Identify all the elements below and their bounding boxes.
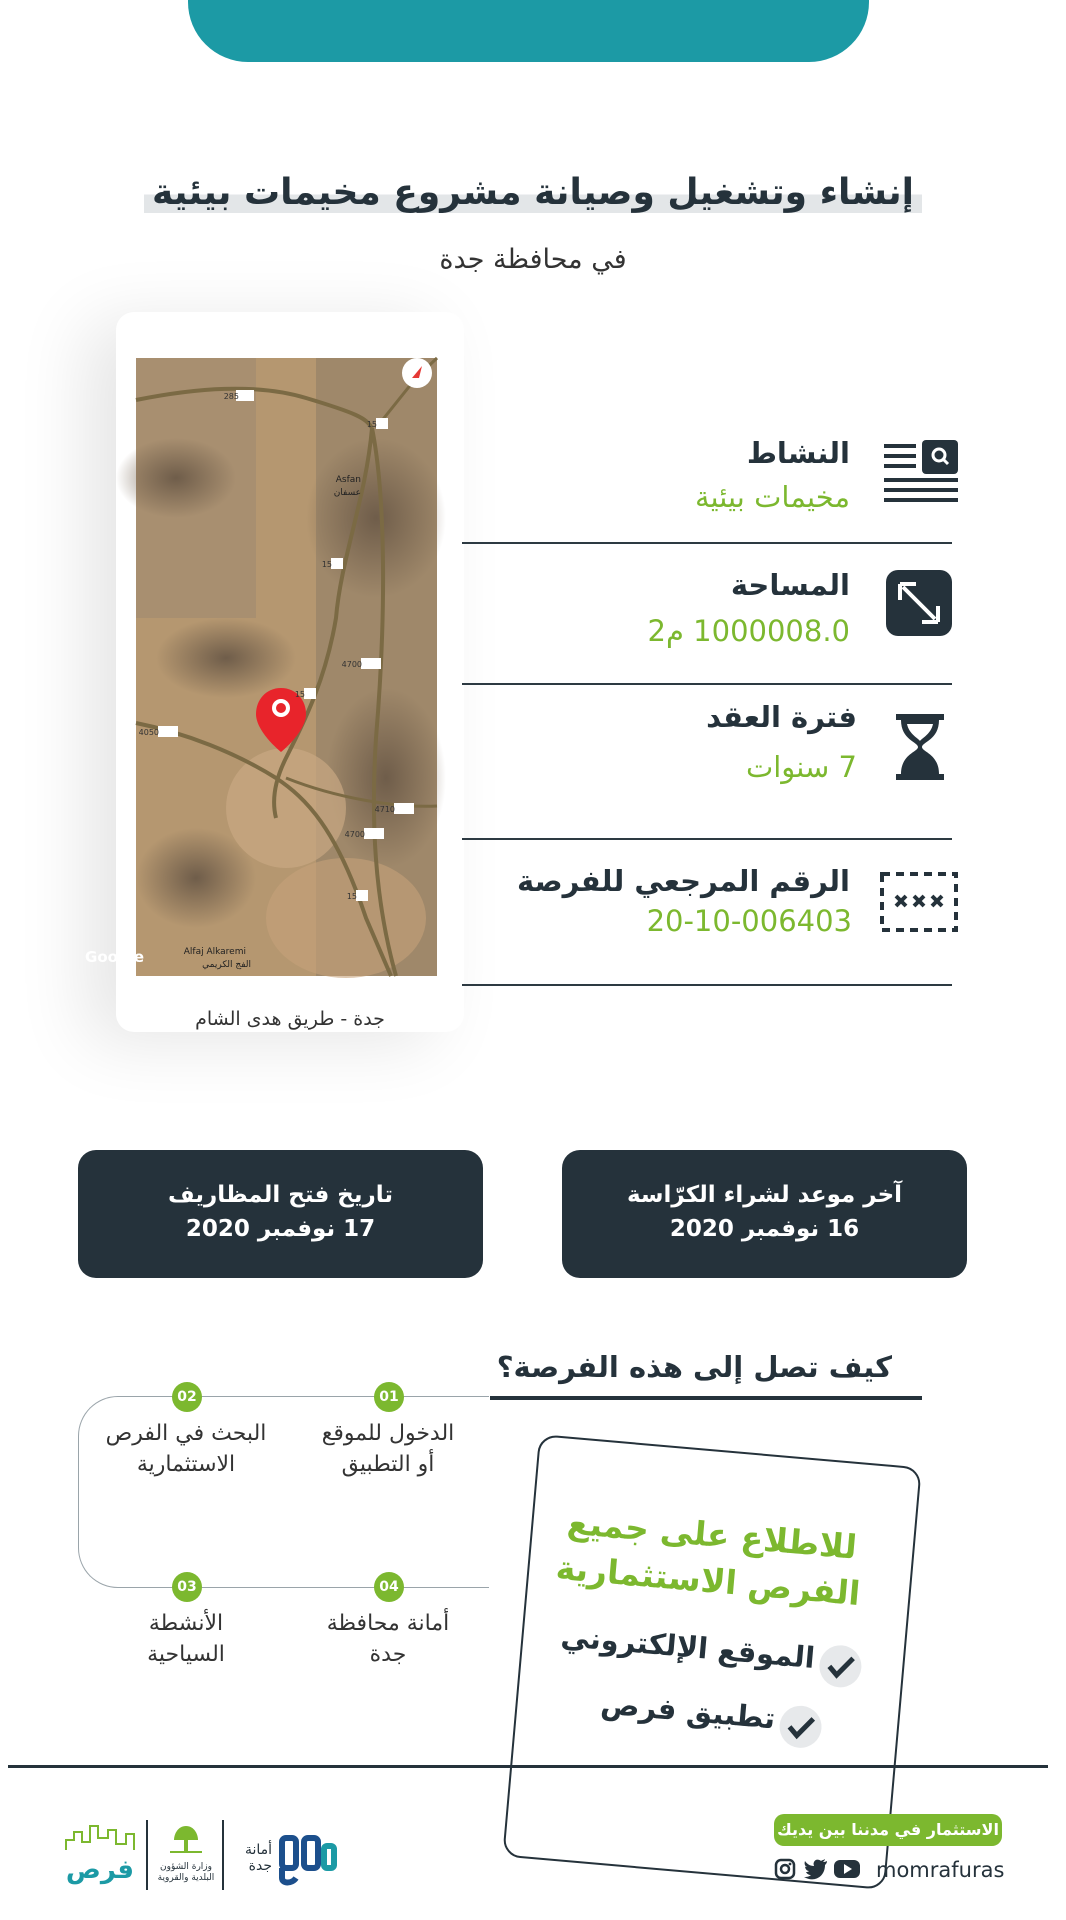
- step-badge-03: 03: [172, 1572, 202, 1602]
- road-label: 15: [366, 420, 377, 429]
- jeddah-amana-logo: [240, 1832, 340, 1888]
- step-04-line2: جدة: [369, 1642, 407, 1667]
- road-label: 285: [223, 392, 239, 401]
- area-label: المساحة: [730, 568, 850, 602]
- amana-text: [245, 1842, 272, 1874]
- how-title-underline: [490, 1396, 922, 1400]
- road-label: 15: [321, 560, 332, 569]
- location-map[interactable]: [85, 358, 437, 976]
- youtube-icon[interactable]: [834, 1858, 860, 1884]
- hourglass-icon: [896, 714, 944, 784]
- amana-city: جدة: [248, 1858, 272, 1874]
- road-label: 4710: [374, 805, 395, 814]
- road-label: 15: [294, 690, 305, 699]
- page-title: إنشاء وتشغيل وصيانة مشروع مخيمات بيئية: [130, 168, 936, 218]
- step-badge-02: 02: [172, 1382, 202, 1412]
- ministry-line1: وزارة الشؤون: [160, 1862, 212, 1872]
- divider: [462, 542, 952, 544]
- reference-icon: [880, 872, 958, 936]
- place-label: عسفان: [333, 488, 361, 498]
- how-title: كيف تصل إلى هذه الفرصة؟: [496, 1350, 892, 1384]
- area-value: 1000008.0 م2: [647, 614, 850, 648]
- activity-value: مخيمات بيئية: [695, 480, 850, 514]
- road-label: 4050: [138, 728, 159, 737]
- step-03-line1: الأنشطة: [148, 1611, 224, 1636]
- purchase-deadline-label: آخر موعد لشراء الكرّاسة: [626, 1182, 903, 1208]
- top-banner: [188, 0, 869, 62]
- check-icon: [778, 1704, 824, 1750]
- step-02-line1: البحث في الفرص: [105, 1421, 267, 1446]
- promo-title-line2: الفرص الاستثمارية: [554, 1547, 862, 1614]
- divider: [462, 683, 952, 685]
- place-label: Alfaj Alkaremi: [183, 947, 246, 957]
- amana-word: أمانة: [244, 1842, 272, 1858]
- step-01-line2: أو التطبيق: [341, 1452, 435, 1477]
- road-label: 4700: [341, 660, 362, 669]
- ministry-logo: [154, 1822, 218, 1890]
- promo-item-app-label: تطبيق فرص: [599, 1686, 777, 1736]
- step-badge-01: 01: [374, 1382, 404, 1412]
- place-label: الفج الكريمي: [202, 960, 251, 970]
- opening-date-box: [78, 1150, 483, 1278]
- twitter-icon[interactable]: [804, 1858, 828, 1884]
- step-01-line1: الدخول للموقع: [321, 1421, 455, 1446]
- ministry-line2: البلدية والقروية: [157, 1873, 215, 1883]
- furas-word: فرص: [65, 1855, 135, 1885]
- ministry-text: [154, 1862, 218, 1884]
- step-04: [288, 1608, 488, 1670]
- activity-label: النشاط: [746, 436, 850, 470]
- divider: [462, 838, 952, 840]
- slogan-badge: الاستثمار في مدننا بين يديك: [774, 1814, 1002, 1846]
- area-icon: [886, 570, 952, 640]
- logo-separator: [222, 1820, 224, 1890]
- step-02: [86, 1418, 286, 1480]
- promo-item-website-label: الموقع الإلكتروني: [559, 1618, 817, 1676]
- road-label: 4700: [344, 830, 365, 839]
- google-label: Google: [85, 948, 144, 966]
- place-label: Asfan: [335, 475, 361, 485]
- map-caption: جدة - طريق هدى الشام: [195, 1008, 385, 1030]
- step-badge-04: 04: [374, 1572, 404, 1602]
- page-subtitle: في محافظة جدة: [439, 244, 627, 275]
- footer-divider: [8, 1765, 1048, 1768]
- promo-title-line1: للاطلاع على جميع: [565, 1502, 859, 1567]
- step-01: [288, 1418, 488, 1480]
- instagram-icon[interactable]: [774, 1858, 796, 1884]
- reference-label: الرقم المرجعي للفرصة: [517, 864, 850, 898]
- social-handle[interactable]: momrafuras: [876, 1858, 1005, 1882]
- contract-value: 7 سنوات: [745, 750, 857, 784]
- opening-date-date: 17 نوفمبر 2020: [185, 1216, 376, 1242]
- step-02-line2: الاستثمارية: [136, 1452, 236, 1477]
- divider: [462, 984, 952, 986]
- contract-label: فترة العقد: [706, 700, 857, 734]
- opening-date-label: تاريخ فتح المظاريف: [167, 1182, 393, 1208]
- purchase-deadline-box: [562, 1150, 967, 1278]
- step-03-line2: السياحية: [147, 1642, 225, 1667]
- check-icon: [818, 1643, 864, 1689]
- road-label: 15: [346, 892, 357, 901]
- step-04-line1: أمانة محافظة: [326, 1611, 450, 1636]
- activity-icon: [884, 440, 960, 510]
- logo-separator: [146, 1820, 148, 1890]
- reference-value: 20-10-006403: [646, 904, 852, 938]
- step-03: [86, 1608, 286, 1670]
- furas-logo: [64, 1822, 136, 1888]
- purchase-deadline-date: 16 نوفمبر 2020: [669, 1216, 860, 1242]
